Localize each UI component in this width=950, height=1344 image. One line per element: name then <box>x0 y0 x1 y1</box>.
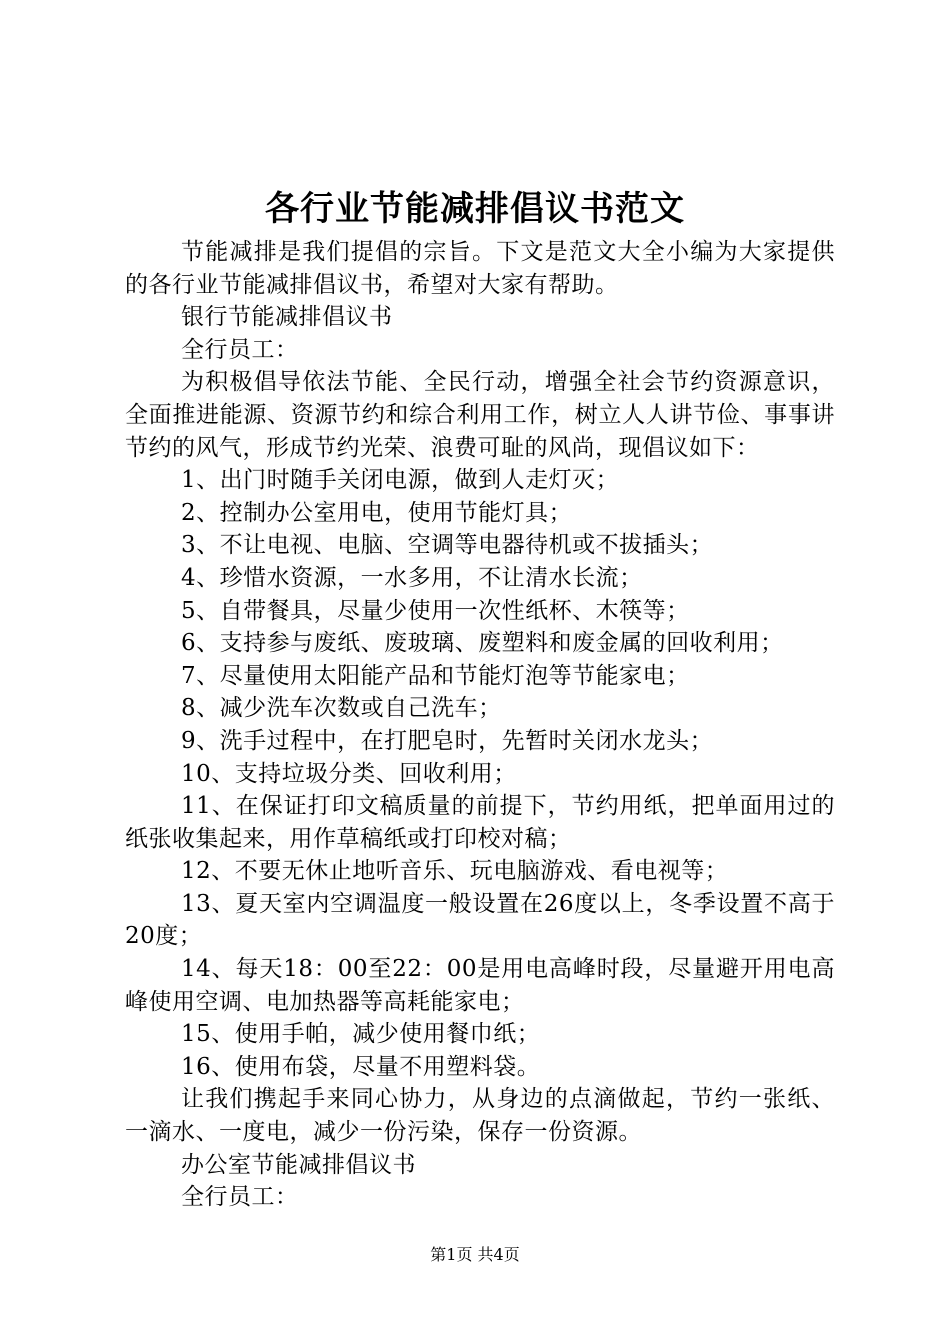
preamble-paragraph: 为积极倡导依法节能、全民行动，增强全社会节约资源意识，全面推进能源、资源节约和综合利用工作，树立人人讲节俭、事事讲节约的风气，形成节约光荣、浪费可耻的风尚，现倡议如下： <box>125 369 835 461</box>
list-item: 15、使用手帕，减少使用餐巾纸； <box>181 1021 541 1048</box>
list-item: 10、支持垃圾分类、回收利用； <box>181 760 517 787</box>
list-item: 11、在保证打印文稿质量的前提下，节约用纸，把单面用过的纸张收集起来，用作草稿纸或打印校对稿； <box>125 793 835 852</box>
list-item: 14、每天18：00至22：00是用电高峰时段，尽量避开用电高峰使用空调、电加热器等高耗能家电； <box>125 956 835 1015</box>
list-item: 12、不要无休止地听音乐、玩电脑游戏、看电视等； <box>181 858 729 885</box>
list-item: 6、支持参与废纸、废玻璃、废塑料和废金属的回收利用； <box>181 630 784 657</box>
salutation: 全行员工： <box>181 336 299 363</box>
list-item: 7、尽量使用太阳能产品和节能灯泡等节能家电； <box>181 662 690 689</box>
list-item: 2、控制办公室用电，使用节能灯具； <box>181 499 573 526</box>
list-item: 13、夏天室内空调温度一般设置在26度以上，冬季设置不高于20度； <box>125 890 835 950</box>
list-item: 3、不让电视、电脑、空调等电器待机或不拔插头； <box>181 532 714 559</box>
list-item: 16、使用布袋，尽量不用塑料袋。 <box>181 1053 541 1080</box>
list-item: 8、减少洗车次数或自己洗车； <box>181 695 502 722</box>
closing-paragraph: 让我们携起手来同心协力，从身边的点滴做起，节约一张纸、一滴水、一度电，减少一份污染，保存一份资源。 <box>125 1086 835 1146</box>
document-title: 各行业节能减排倡议书范文 <box>265 189 685 229</box>
list-item: 9、洗手过程中，在打肥皂时，先暂时关闭水龙头； <box>181 727 714 754</box>
document-body <box>125 236 835 1214</box>
section-heading-bank: 银行节能减排倡议书 <box>181 304 393 331</box>
list-item: 4、珍惜水资源，一水多用，不让清水长流； <box>181 564 643 591</box>
list-item: 1、出门时随手关闭电源，做到人走灯灭； <box>181 467 620 494</box>
list-item: 5、自带餐具，尽量少使用一次性纸杯、木筷等； <box>181 597 690 624</box>
page-footer: 第1页 共4页 <box>430 1245 520 1264</box>
salutation: 全行员工： <box>181 1184 299 1211</box>
section-heading-office: 办公室节能减排倡议书 <box>181 1151 416 1178</box>
intro-paragraph: 节能减排是我们提倡的宗旨。下文是范文大全小编为大家提供的各行业节能减排倡议书，希望对大家有帮助。 <box>125 239 835 298</box>
